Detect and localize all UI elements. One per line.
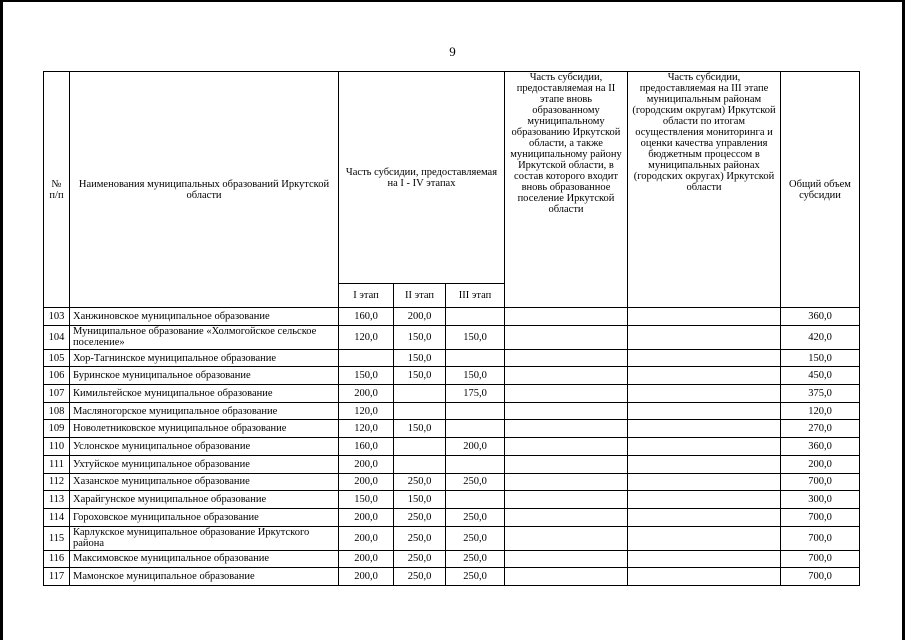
monitoring-value xyxy=(628,473,781,491)
stage-3-value: 250,0 xyxy=(446,550,505,568)
total-value: 300,0 xyxy=(781,491,860,509)
monitoring-value xyxy=(628,385,781,403)
new-formation-value xyxy=(505,508,628,526)
stage-1-value: 120,0 xyxy=(339,325,394,349)
stage-1-value: 200,0 xyxy=(339,455,394,473)
total-value: 120,0 xyxy=(781,402,860,420)
stage-3-value: 150,0 xyxy=(446,325,505,349)
stage-3-value: 250,0 xyxy=(446,508,505,526)
stage-2-value xyxy=(394,455,446,473)
municipality-name: Харайгунское муниципальное образование xyxy=(70,491,339,509)
stage-2-value xyxy=(394,385,446,403)
stage-2-value: 200,0 xyxy=(394,308,446,326)
total-value: 700,0 xyxy=(781,473,860,491)
stage-3-value: 250,0 xyxy=(446,526,505,550)
table-row xyxy=(44,473,860,491)
total-value: 700,0 xyxy=(781,568,860,586)
row-number: 112 xyxy=(44,473,70,491)
stage-1-value: 200,0 xyxy=(339,550,394,568)
header-stage-1: I этап xyxy=(339,284,394,308)
scan-edge-top xyxy=(0,0,905,2)
row-number: 116 xyxy=(44,550,70,568)
table-row xyxy=(44,438,860,456)
new-formation-value xyxy=(505,308,628,326)
row-number: 110 xyxy=(44,438,70,456)
stage-3-value xyxy=(446,491,505,509)
stage-3-value: 250,0 xyxy=(446,568,505,586)
new-formation-value xyxy=(505,526,628,550)
table-row xyxy=(44,349,860,367)
stage-3-value xyxy=(446,402,505,420)
table-row xyxy=(44,568,860,586)
monitoring-value xyxy=(628,349,781,367)
stage-3-value xyxy=(446,420,505,438)
stage-2-value: 250,0 xyxy=(394,550,446,568)
stage-2-value: 150,0 xyxy=(394,367,446,385)
monitoring-value xyxy=(628,325,781,349)
monitoring-value xyxy=(628,308,781,326)
table-row xyxy=(44,526,860,550)
total-value: 450,0 xyxy=(781,367,860,385)
row-number: 114 xyxy=(44,508,70,526)
table-row xyxy=(44,325,860,349)
header-total: Общий объем субсидии xyxy=(781,72,860,308)
scan-edge-left xyxy=(0,0,3,640)
table-row xyxy=(44,402,860,420)
header-stage-2: II этап xyxy=(394,284,446,308)
header-name: Наименования муниципальных образований Иркутской области xyxy=(70,72,339,308)
new-formation-value xyxy=(505,402,628,420)
stage-2-value xyxy=(394,402,446,420)
stage-2-value: 150,0 xyxy=(394,349,446,367)
row-number: 117 xyxy=(44,568,70,586)
table-row xyxy=(44,550,860,568)
table-row xyxy=(44,308,860,326)
header-stages: Часть субсидии, предоставляемая на I - IV этапах xyxy=(339,72,505,284)
monitoring-value xyxy=(628,491,781,509)
stage-1-value: 120,0 xyxy=(339,420,394,438)
municipality-name: Новолетниковское муниципальное образование xyxy=(70,420,339,438)
stage-2-value: 250,0 xyxy=(394,473,446,491)
stage-1-value: 200,0 xyxy=(339,508,394,526)
new-formation-value xyxy=(505,455,628,473)
table-row xyxy=(44,508,860,526)
total-value: 360,0 xyxy=(781,438,860,456)
municipality-name: Хазанское муниципальное образование xyxy=(70,473,339,491)
monitoring-value xyxy=(628,526,781,550)
stage-1-value: 120,0 xyxy=(339,402,394,420)
header-stage-3: III этап xyxy=(446,284,505,308)
stage-3-value: 200,0 xyxy=(446,438,505,456)
new-formation-value xyxy=(505,385,628,403)
municipality-name: Гороховское муниципальное образование xyxy=(70,508,339,526)
municipality-name: Буринское муниципальное образование xyxy=(70,367,339,385)
table-row xyxy=(44,367,860,385)
new-formation-value xyxy=(505,420,628,438)
header-monitoring: Часть субсидии, предоставляемая на III этапе муниципальным районам (городским округам) Иркутской области по итогам осуществления мониторинга и оценки качества управления бюджетным процессом в муниципальных районах (городских округах) Иркутской области xyxy=(628,72,781,308)
row-number: 107 xyxy=(44,385,70,403)
municipality-name: Ухтуйское муниципальное образование xyxy=(70,455,339,473)
table-row xyxy=(44,385,860,403)
stage-3-value xyxy=(446,349,505,367)
row-number: 106 xyxy=(44,367,70,385)
row-number: 103 xyxy=(44,308,70,326)
municipality-name: Услонское муниципальное образование xyxy=(70,438,339,456)
new-formation-value xyxy=(505,367,628,385)
stage-2-value: 150,0 xyxy=(394,491,446,509)
total-value: 700,0 xyxy=(781,526,860,550)
total-value: 270,0 xyxy=(781,420,860,438)
stage-3-value: 250,0 xyxy=(446,473,505,491)
monitoring-value xyxy=(628,367,781,385)
municipality-name: Карлукское муниципальное образование Иркутского района xyxy=(70,526,339,550)
monitoring-value xyxy=(628,550,781,568)
row-number: 115 xyxy=(44,526,70,550)
stage-3-value: 175,0 xyxy=(446,385,505,403)
table-row xyxy=(44,491,860,509)
header-new-formation: Часть субсидии, предоставляемая на II этапе вновь образованному муниципальному образованию Иркутской области, а также муниципальному району Иркутской области, в состав которого входит вновь образованное поселение Иркутской области xyxy=(505,72,628,308)
table-body xyxy=(44,308,860,586)
stage-2-value: 150,0 xyxy=(394,420,446,438)
stage-1-value: 160,0 xyxy=(339,308,394,326)
monitoring-value xyxy=(628,438,781,456)
stage-3-value xyxy=(446,308,505,326)
total-value: 420,0 xyxy=(781,325,860,349)
stage-1-value: 160,0 xyxy=(339,438,394,456)
new-formation-value xyxy=(505,568,628,586)
total-value: 700,0 xyxy=(781,508,860,526)
stage-1-value: 200,0 xyxy=(339,473,394,491)
total-value: 700,0 xyxy=(781,550,860,568)
municipality-name: Кимильтейское муниципальное образование xyxy=(70,385,339,403)
row-number: 111 xyxy=(44,455,70,473)
new-formation-value xyxy=(505,438,628,456)
table-row xyxy=(44,455,860,473)
row-number: 108 xyxy=(44,402,70,420)
monitoring-value xyxy=(628,455,781,473)
stage-2-value: 250,0 xyxy=(394,508,446,526)
total-value: 375,0 xyxy=(781,385,860,403)
monitoring-value xyxy=(628,508,781,526)
subsidy-table xyxy=(43,71,860,586)
stage-3-value: 150,0 xyxy=(446,367,505,385)
total-value: 360,0 xyxy=(781,308,860,326)
total-value: 200,0 xyxy=(781,455,860,473)
stage-1-value: 200,0 xyxy=(339,568,394,586)
row-number: 104 xyxy=(44,325,70,349)
stage-1-value: 200,0 xyxy=(339,526,394,550)
stage-1-value: 150,0 xyxy=(339,367,394,385)
municipality-name: Масляногорское муниципальное образование xyxy=(70,402,339,420)
municipality-name: Максимовское муниципальное образование xyxy=(70,550,339,568)
total-value: 150,0 xyxy=(781,349,860,367)
stage-3-value xyxy=(446,455,505,473)
municipality-name: Муниципальное образование «Холмогойское сельское поселение» xyxy=(70,325,339,349)
municipality-name: Хор-Тагнинское муниципальное образование xyxy=(70,349,339,367)
new-formation-value xyxy=(505,325,628,349)
row-number: 113 xyxy=(44,491,70,509)
new-formation-value xyxy=(505,491,628,509)
new-formation-value xyxy=(505,473,628,491)
row-number: 105 xyxy=(44,349,70,367)
stage-2-value: 250,0 xyxy=(394,526,446,550)
stage-1-value: 200,0 xyxy=(339,385,394,403)
stage-1-value: 150,0 xyxy=(339,491,394,509)
stage-1-value xyxy=(339,349,394,367)
monitoring-value xyxy=(628,402,781,420)
municipality-name: Ханжиновское муниципальное образование xyxy=(70,308,339,326)
stage-2-value: 250,0 xyxy=(394,568,446,586)
municipality-name: Мамонское муниципальное образование xyxy=(70,568,339,586)
stage-2-value xyxy=(394,438,446,456)
monitoring-value xyxy=(628,420,781,438)
new-formation-value xyxy=(505,349,628,367)
row-number: 109 xyxy=(44,420,70,438)
new-formation-value xyxy=(505,550,628,568)
monitoring-value xyxy=(628,568,781,586)
page-number: 9 xyxy=(449,44,456,59)
header-number: № п/п xyxy=(44,72,70,308)
table-row xyxy=(44,420,860,438)
stage-2-value: 150,0 xyxy=(394,325,446,349)
